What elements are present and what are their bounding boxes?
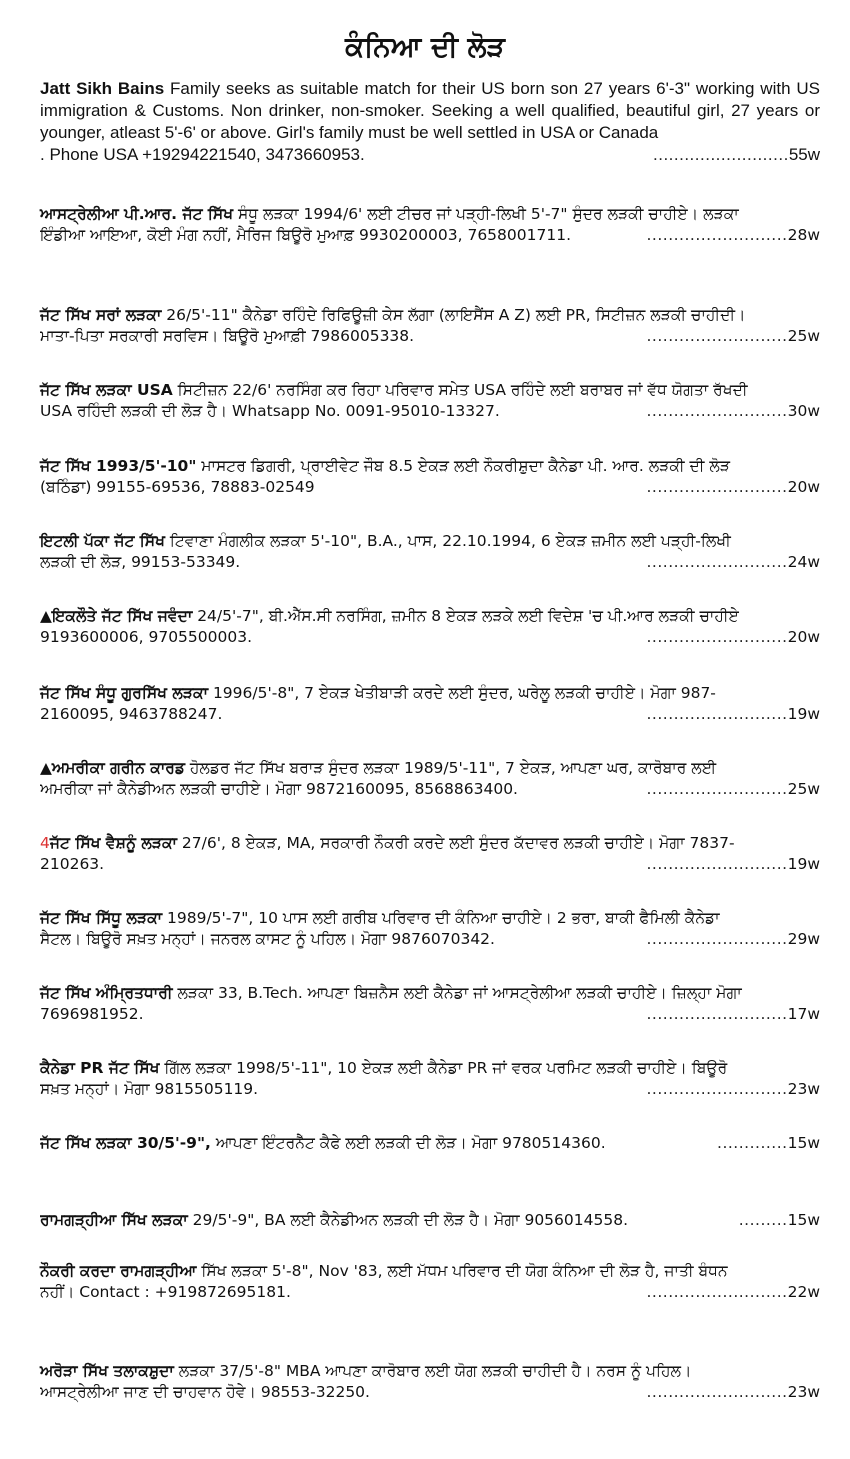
ad-item	[40, 1361, 820, 1403]
ad-rate: 30w	[787, 402, 820, 420]
ad-rate: 55w	[788, 145, 820, 164]
ad-rate: 17w	[787, 1005, 820, 1023]
ad-last-line: ਇੰਡੀਆ ਆਇਆ, ਕੋਈ ਮੰਗ ਨਹੀਂ, ਮੈਰਿਜ ਬਿਊਰੋ ਮੁਆਫ਼ 9930200003, 7658001711.	[40, 226, 571, 244]
ad-lead: ਜੱਟ ਸਿੱਖ ਸੰਧੂ ਗੁਰਸਿੱਖ ਲੜਕਾ	[40, 684, 209, 702]
ad-dots: ..........................	[646, 705, 788, 723]
ad-last-line: ਆਪਣਾ ਇੰਟਰਨੈੱਟ ਕੈਫੇ ਲਈ ਲੜਕੀ ਦੀ ਲੋੜ। ਮੋਗਾ 9780514360.	[210, 1134, 606, 1152]
ad-body: ਗਿੱਲ ਲੜਕਾ 1998/5'-11", 10 ਏਕੜ ਲਈ ਕੈਨੇਡਾ PR ਜਾਂ ਵਰਕ ਪਰਮਿਟ ਲੜਕੀ ਚਾਹੀਏ। ਬਿਊਰੋ	[159, 1059, 728, 1077]
ad-rate: 15w	[787, 1134, 820, 1152]
ad-body: ਸਿੱਖ ਲੜਕਾ 5'-8", Nov '83, ਲਈ ਮੱਧਮ ਪਰਿਵਾਰ ਦੀ ਯੋਗ ਕੰਨਿਆ ਦੀ ਲੋੜ ਹੈ, ਜਾਤੀ ਬੰਧਨ	[196, 1262, 728, 1280]
ad-last-line: 210263.	[40, 855, 105, 873]
ad-last-line: 7696981952.	[40, 1005, 144, 1023]
ad-lead: ਕੈਨੇਡਾ PR ਜੱਟ ਸਿੱਖ	[40, 1059, 160, 1077]
ad-item	[40, 204, 820, 246]
ad-last-line: ਆਸਟ੍ਰੇਲੀਆ ਜਾਣ ਦੀ ਚਾਹਵਾਨ ਹੋਵੇ। 98553-32250.	[40, 1383, 370, 1401]
ad-dots: ..........................	[653, 145, 789, 164]
ad-item	[40, 456, 820, 498]
ad-item	[40, 983, 820, 1025]
ad-dots: ..........................	[646, 855, 788, 873]
ad-rate: 23w	[787, 1383, 820, 1401]
ad-last-line: . Phone USA +19294221540, 3473660953.	[40, 145, 365, 164]
ad-last-line: ਸੈਟਲ। ਬਿਊਰੋ ਸਖ਼ਤ ਮਨ੍ਹਾਂ। ਜਨਰਲ ਕਾਸਟ ਨੂੰ ਪਹਿਲ। ਮੋਗਾ 9876070342.	[40, 930, 495, 948]
ad-last-line: ਮਾਤਾ-ਪਿਤਾ ਸਰਕਾਰੀ ਸਰਵਿਸ। ਬਿਊਰੋ ਮੁਆਫ਼ੀ 7986005338.	[40, 327, 415, 345]
ad-body: 26/5'-11" ਕੈਨੇਡਾ ਰਹਿੰਦੇ ਰਿਫਿਊਜ਼ੀ ਕੇਸ ਲੱਗਾ (ਲਾਇਸੈਂਸ A Z) ਲਈ PR, ਸਿਟੀਜ਼ਨ ਲੜਕੀ ਚਾਹੀਦੀ।	[161, 306, 746, 324]
ad-rate: 20w	[787, 628, 820, 646]
ad-body: 1989/5'-7", 10 ਪਾਸ ਲਈ ਗਰੀਬ ਪਰਿਵਾਰ ਦੀ ਕੰਨਿਆ ਚਾਹੀਏ। 2 ਭਰਾ, ਬਾਕੀ ਫੈਮਿਲੀ ਕੈਨੇਡਾ	[162, 909, 720, 927]
ad-item	[40, 758, 820, 800]
ad-dots: .............	[717, 1134, 788, 1152]
ad-rate: 19w	[787, 855, 820, 873]
ad-dots: ..........................	[646, 478, 788, 496]
ad-item	[40, 833, 820, 875]
ad-last-line: USA ਰਹਿੰਦੀ ਲੜਕੀ ਦੀ ਲੋੜ ਹੈ। Whatsapp No. 0091-95010-13327.	[40, 402, 500, 420]
ad-lead: ਜੱਟ ਸਿੱਖ ਅੰਮ੍ਰਿਤਧਾਰੀ	[40, 984, 173, 1002]
ad-lead: ਜੱਟ ਸਿੱਖ ਲੜਕਾ USA	[40, 381, 173, 399]
ad-dots: ..........................	[646, 553, 788, 571]
ad-last-line: ਨਹੀਂ। Contact : +919872695181.	[40, 1283, 291, 1301]
ad-last-line: 2160095, 9463788247.	[40, 705, 223, 723]
ad-body: ਸਿਟੀਜ਼ਨ 22/6' ਨਰਸਿੰਗ ਕਰ ਰਿਹਾ ਪਰਿਵਾਰ ਸਮੇਤ USA ਰਹਿੰਦੇ ਲਈ ਬਰਾਬਰ ਜਾਂ ਵੱਧ ਯੋਗਤਾ ਰੱਖਦੀ	[172, 381, 748, 399]
ad-rate: 29w	[787, 930, 820, 948]
ad-rate: 25w	[787, 780, 820, 798]
ad-dots: ..........................	[646, 402, 788, 420]
page-title: ਕੰਨਿਆ ਦੀ ਲੋੜ	[345, 30, 505, 63]
ad-dots: .........	[738, 1211, 788, 1229]
ad-item	[40, 531, 820, 573]
ad-dots: ..........................	[646, 930, 788, 948]
ad-item	[40, 1133, 820, 1154]
ad-lead: ਇਟਲੀ ਪੱਕਾ ਜੱਟ ਸਿੱਖ	[40, 532, 165, 550]
ad-last-line: ਸਖ਼ਤ ਮਨ੍ਹਾਂ। ਮੋਗਾ 9815505119.	[40, 1080, 259, 1098]
ad-lead: ਜੱਟ ਸਿੱਖ ਸਿੱਧੂ ਲੜਕਾ	[40, 909, 163, 927]
ad-item	[40, 305, 820, 347]
ad-rate: 25w	[787, 327, 820, 345]
ad-dots: ..........................	[646, 780, 788, 798]
ad-lead: ▲ਇਕਲੌਤੇ ਜੱਟ ਸਿੱਖ ਜਵੰਦਾ	[40, 607, 193, 625]
ad-last-line: 29/5'-9", BA ਲਈ ਕੈਨੇਡੀਅਨ ਲੜਕੀ ਦੀ ਲੋੜ ਹੈ। ਮੋਗਾ 9056014558.	[187, 1211, 629, 1229]
ad-lead: ਰਾਮਗੜ੍ਹੀਆ ਸਿੱਖ ਲੜਕਾ	[40, 1211, 188, 1229]
ad-item	[40, 78, 820, 166]
ad-body: ਲੜਕਾ 33, B.Tech. ਆਪਣਾ ਬਿਜ਼ਨੈਸ ਲਈ ਕੈਨੇਡਾ ਜਾਂ ਆਸਟ੍ਰੇਲੀਆ ਲੜਕੀ ਚਾਹੀਏ। ਜ਼ਿਲ੍ਹਾ ਮੋਗਾ	[172, 984, 742, 1002]
ad-lead: ▲ਅਮਰੀਕਾ ਗਰੀਨ ਕਾਰਡ	[40, 759, 185, 777]
ad-rate: 15w	[787, 1211, 820, 1229]
ad-body: ਟਿਵਾਣਾ ਮੰਗਲੀਕ ਲੜਕਾ 5'-10", B.A., ਪਾਸ, 22.10.1994, 6 ਏਕੜ ਜ਼ਮੀਨ ਲਈ ਪੜ੍ਹੀ-ਲਿਖੀ	[164, 532, 731, 550]
ad-last-line: ਲੜਕੀ ਦੀ ਲੋੜ, 99153-53349.	[40, 553, 241, 571]
ad-body: 27/6', 8 ਏਕੜ, MA, ਸਰਕਾਰੀ ਨੌਕਰੀ ਕਰਦੇ ਲਈ ਸੁੰਦਰ ਕੱਦਾਵਰ ਲੜਕੀ ਚਾਹੀਏ। ਮੋਗਾ 7837-	[176, 834, 735, 852]
ad-body: ਲੜਕਾ 37/5'-8" MBA ਆਪਣਾ ਕਾਰੋਬਾਰ ਲਈ ਯੋਗ ਲੜਕੀ ਚਾਹੀਦੀ ਹੈ। ਨਰਸ ਨੂੰ ਪਹਿਲ।	[173, 1362, 692, 1380]
ad-lead: ਆਸਟ੍ਰੇਲੀਆ ਪੀ.ਆਰ. ਜੱਟ ਸਿੱਖ	[40, 205, 234, 223]
ad-lead: ਅਰੋੜਾ ਸਿੱਖ ਤਲਾਕਸ਼ੁਦਾ	[40, 1362, 174, 1380]
ad-item	[40, 908, 820, 950]
ad-lead: Jatt Sikh Bains	[40, 79, 165, 98]
ad-rate: 24w	[787, 553, 820, 571]
ad-dots: ..........................	[646, 1005, 788, 1023]
ad-dots: ..........................	[646, 226, 788, 244]
ad-rate: 19w	[787, 705, 820, 723]
ad-item	[40, 1210, 820, 1231]
ad-lead: ਜੱਟ ਸਿੱਖ ਸਰਾਂ ਲੜਕਾ	[40, 306, 162, 324]
ad-lead: ਜੱਟ ਸਿੱਖ ਵੈਸ਼ਨੂੰ ਲੜਕਾ	[49, 834, 177, 852]
ad-dots: ..........................	[646, 1383, 788, 1401]
ad-lead: ਨੌਕਰੀ ਕਰਦਾ ਰਾਮਗੜ੍ਹੀਆ	[40, 1262, 197, 1280]
ad-rate: 23w	[787, 1080, 820, 1098]
ad-last-line: 9193600006, 9705500003.	[40, 628, 253, 646]
ad-item	[40, 380, 820, 422]
ad-last-line: ਅਮਰੀਕਾ ਜਾਂ ਕੈਨੇਡੀਅਨ ਲੜਕੀ ਚਾਹੀਏ। ਮੋਗਾ 9872160095, 8568863400.	[40, 780, 518, 798]
ad-body: 1996/5'-8", 7 ਏਕੜ ਖੇਤੀਬਾੜੀ ਕਰਦੇ ਲਈ ਸੁੰਦਰ, ਘਰੇਲੂ ਲੜਕੀ ਚਾਹੀਏ। ਮੋਗਾ 987-	[208, 684, 716, 702]
ad-rate: 20w	[787, 478, 820, 496]
ad-body: ਸੰਧੂ ਲੜਕਾ 1994/6' ਲਈ ਟੀਚਰ ਜਾਂ ਪੜ੍ਹੀ-ਲਿਖੀ 5'-7" ਸੁੰਦਰ ਲੜਕੀ ਚਾਹੀਏ। ਲੜਕਾ	[233, 205, 739, 223]
ad-last-line: (ਬਠਿੰਡਾ) 99155-69536, 78883-02549	[40, 478, 315, 496]
ad-item	[40, 1261, 820, 1303]
ad-lead: ਜੱਟ ਸਿੱਖ ਲੜਕਾ 30/5'-9",	[40, 1134, 211, 1152]
ad-dots: ..........................	[646, 1283, 788, 1301]
ad-dots: ..........................	[646, 1080, 788, 1098]
ad-dots: ..........................	[646, 628, 788, 646]
ad-rate: 22w	[787, 1283, 820, 1301]
ad-body: Family seeks as suitable match for their US born son 27 years 6'-3" working with US immigration & Customs. Non drinker, non-smoker. Seeking a well qualified, beautiful girl, 27 years or younger, atleast 5'-6' or above. Girl's family must be well settled in USA or Canada	[40, 79, 820, 142]
ad-rate: 28w	[787, 226, 820, 244]
ad-body: 24/5'-7", ਬੀ.ਐੱਸ.ਸੀ ਨਰਸਿੰਗ, ਜ਼ਮੀਨ 8 ਏਕੜ ਲੜਕੇ ਲਈ ਵਿਦੇਸ਼ 'ਚ ਪੀ.ਆਰ ਲੜਕੀ ਚਾਹੀਏ	[192, 607, 739, 625]
ad-item	[40, 1058, 820, 1100]
ad-dots: ..........................	[646, 327, 788, 345]
ad-item	[40, 606, 820, 648]
ad-item	[40, 683, 820, 725]
ad-body: ਮਾਸਟਰ ਡਿਗਰੀ, ਪ੍ਰਾਈਵੇਟ ਜੌਬ 8.5 ਏਕੜ ਲਈ ਨੌਕਰੀਸ਼ੁਦਾ ਕੈਨੇਡਾ ਪੀ. ਆਰ. ਲੜਕੀ ਦੀ ਲੋੜ	[196, 457, 730, 475]
ad-lead: ਜੱਟ ਸਿੱਖ 1993/5'-10"	[40, 457, 197, 475]
ad-marker: 4	[40, 834, 50, 852]
ad-body: ਹੋਲਡਰ ਜੱਟ ਸਿੱਖ ਬਰਾੜ ਸੁੰਦਰ ਲੜਕਾ 1989/5'-11", 7 ਏਕੜ, ਆਪਣਾ ਘਰ, ਕਾਰੋਬਾਰ ਲਈ	[184, 759, 717, 777]
